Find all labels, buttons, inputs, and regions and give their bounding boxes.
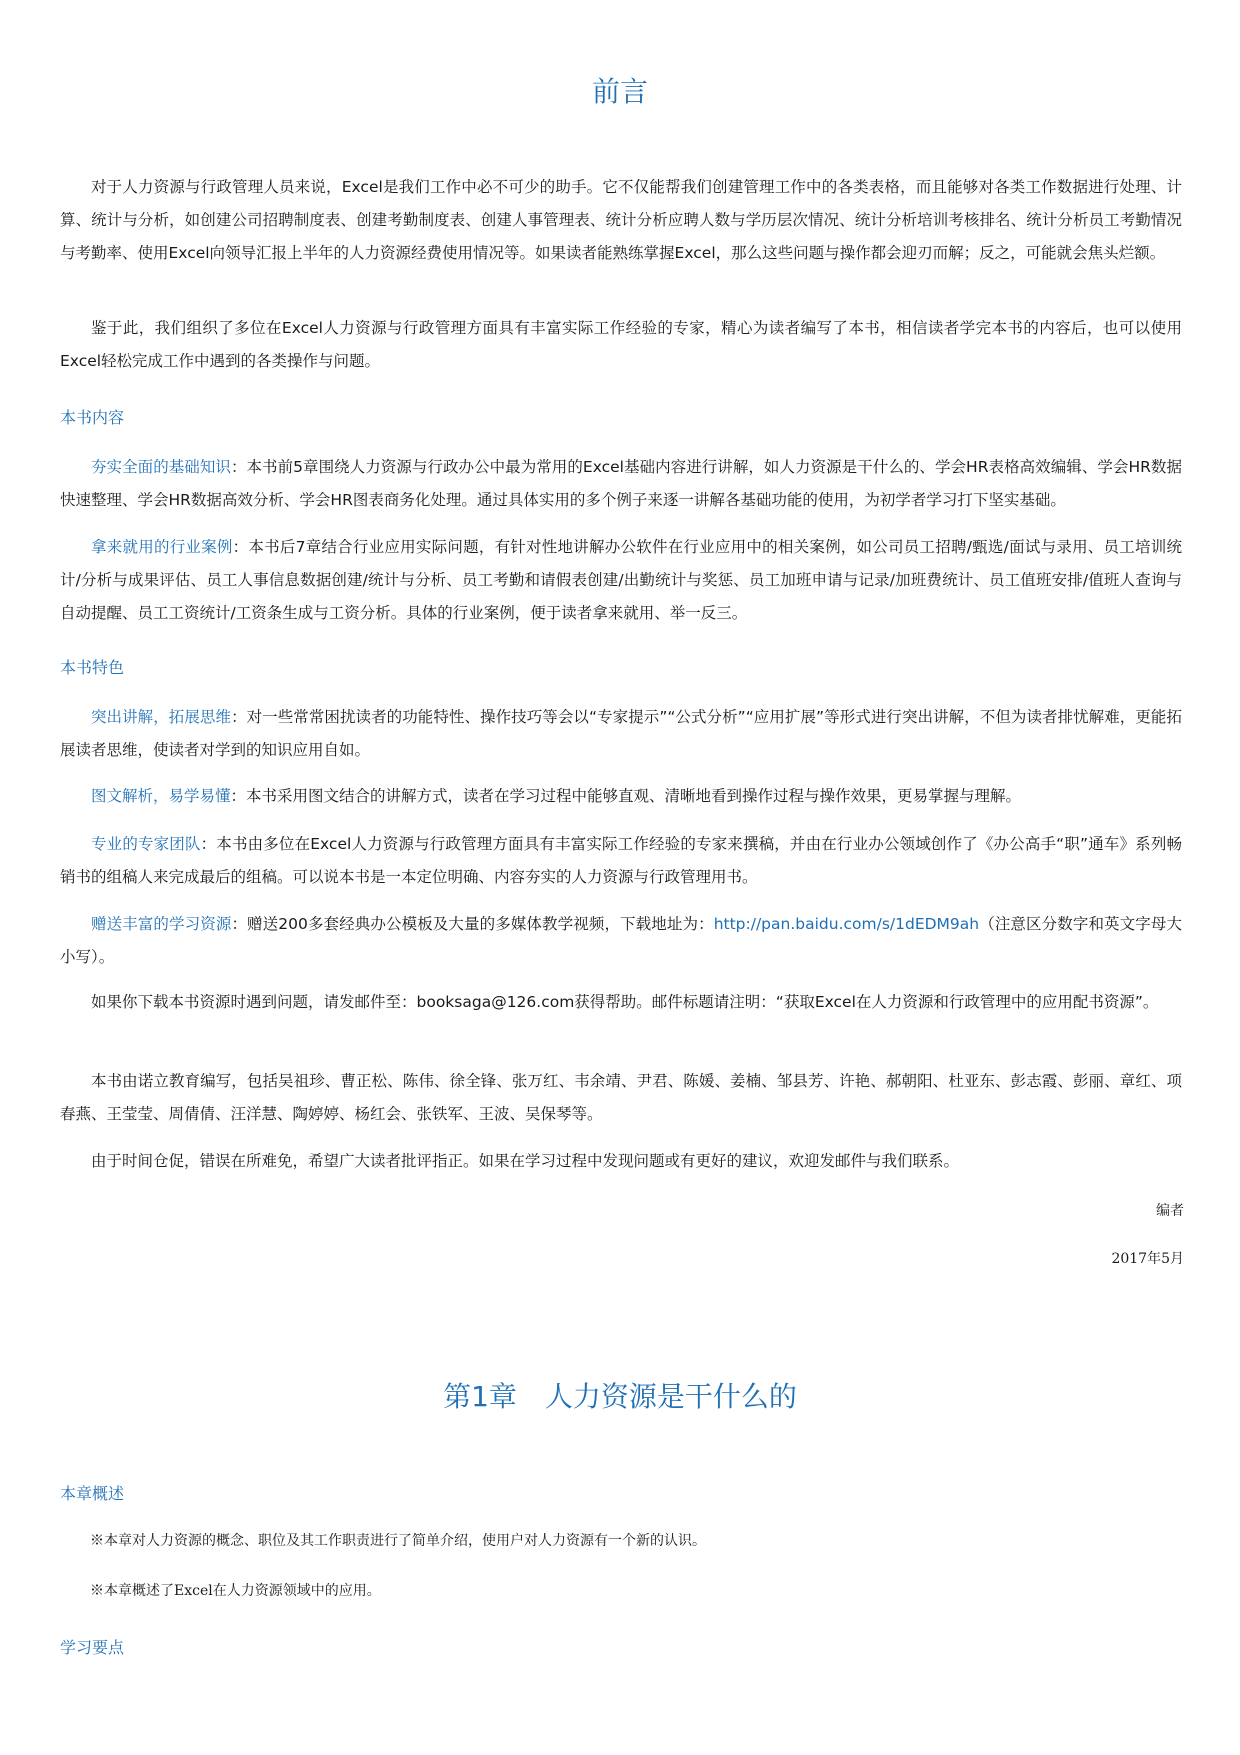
feature-item-resources xyxy=(60,908,1182,974)
signature: 编者 xyxy=(1156,1203,1184,1219)
feature-item-label: 赠送丰富的学习资源 xyxy=(91,915,232,933)
section-heading-content: 本书内容 xyxy=(60,408,125,427)
feature-item-label: 突出讲解，拓展思维 xyxy=(91,708,232,726)
feature-item-highlight xyxy=(60,701,1182,767)
feature-item-text: ：赠送200多套经典办公模板及大量的多媒体教学视频，下载地址为： xyxy=(231,915,714,933)
preface-title: 前言 xyxy=(591,75,648,108)
feature-item-text: ：本书采用图文结合的讲解方式，读者在学习过程中能够直观、清晰地看到操作过程与操作效果，更易掌握与理解。 xyxy=(230,787,1022,805)
authors-paragraph: 本书由诺立教育编写，包括吴祖珍、曹正松、陈伟、徐全锋、张万红、韦余靖、尹君、陈媛、姜楠、邹县芳、许艳、郝朝阳、杜亚东、彭志霞、彭丽、章红、项春燕、王莹莹、周倩倩、汪洋慧、陶婷婷、杨红会、张铁军、王波、吴保琴等。 xyxy=(60,1072,1182,1123)
content-item-basics xyxy=(60,451,1182,517)
feature-item-label: 专业的专家团队 xyxy=(91,835,201,853)
content-item-label: 夯实全面的基础知识 xyxy=(91,458,231,476)
feature-item-illustrated xyxy=(60,780,1182,813)
overview-item: ※本章对人力资源的概念、职位及其工作职责进行了简单介绍，使用户对人力资源有一个新的认识。 xyxy=(90,1533,706,1549)
section-heading-overview: 本章概述 xyxy=(60,1484,125,1503)
content-item-label: 拿来就用的行业案例 xyxy=(91,538,233,556)
chapter-title: 第1章 人力资源是干什么的 xyxy=(443,1380,797,1413)
download-link[interactable]: http://pan.baidu.com/s/1dEDM9ah xyxy=(713,915,980,933)
content-item-text: ：本书前5章围绕人力资源与行政办公中最为常用的Excel基础内容进行讲解，如人力资源是干什么的、学会HR表格高效编辑、学会HR数据快速整理、学会HR数据高效分析、学会HR图表商务化处理。通过具体实用的多个例子来逐一讲解各基础功能的使用，为初学者学习打下坚实基础。 xyxy=(60,458,1182,509)
section-heading-key-points: 学习要点 xyxy=(60,1638,125,1657)
date: 2017年5月 xyxy=(1111,1251,1184,1267)
feature-item-experts xyxy=(60,828,1182,894)
feature-item-text: （注意区分数字和英文字母大小写）。 xyxy=(60,915,1182,966)
preface-paragraph-2: 鉴于此，我们组织了多位在Excel人力资源与行政管理方面具有丰富实际工作经验的专家，精心为读者编写了本书，相信读者学完本书的内容后，也可以使用Excel轻松完成工作中遇到的各类操作与问题。 xyxy=(60,319,1182,370)
closing-paragraph: 由于时间仓促，错误在所难免，希望广大读者批评指正。如果在学习过程中发现问题或有更好的建议，欢迎发邮件与我们联系。 xyxy=(91,1152,960,1170)
preface-paragraph-1: 对于人力资源与行政管理人员来说，Excel是我们工作中必不可少的助手。它不仅能帮我们创建管理工作中的各类表格，而且能够对各类工作数据进行处理、计算、统计与分析，如创建公司招聘制度表、创建考勤制度表、创建人事管理表、统计分析应聘人数与学历层次情况、统计分析培训考核排名、统计分析员工考勤情况与考勤率、使用Excel向领导汇报上半年的人力资源经费使用情况等。如果读者能熟练掌握Excel，那么这些问题与操作都会迎刃而解；反之，可能就会焦头烂额。 xyxy=(60,178,1182,262)
overview-item: ※本章概述了Excel在人力资源领域中的应用。 xyxy=(90,1583,381,1599)
feature-item-label: 图文解析，易学易懂 xyxy=(91,787,231,805)
feature-item-text: ：本书由多位在Excel人力资源与行政管理方面具有丰富实际工作经验的专家来撰稿，并由在行业办公领域创作了《办公高手“职”通车》系列畅销书的组稿人来完成最后的组稿。可以说本书是一本定位明确、内容夯实的人力资源与行政管理用书。 xyxy=(60,835,1182,886)
section-heading-features: 本书特色 xyxy=(60,658,125,677)
content-item-cases xyxy=(60,531,1182,630)
feature-item-text: ：对一些常常困扰读者的功能特性、操作技巧等会以“专家提示”“公式分析”“应用扩展”等形式进行突出讲解，不但为读者排忧解难，更能拓展读者思维，使读者对学到的知识应用自如。 xyxy=(60,708,1182,759)
contact-paragraph: 如果你下载本书资源时遇到问题，请发邮件至：booksaga@126.com获得帮助。邮件标题请注明：“获取Excel在人力资源和行政管理中的应用配书资源”。 xyxy=(91,993,1159,1011)
content-item-text: ：本书后7章结合行业应用实际问题，有针对性地讲解办公软件在行业应用中的相关案例，如公司员工招聘/甄选/面试与录用、员工培训统计/分析与成果评估、员工人事信息数据创建/统计与分析、员工考勤和请假表创建/出勤统计与奖惩、员工加班申请与记录/加班费统计、员工值班安排/值班人查询与自动提醒、员工工资统计/工资条生成与工资分析。具体的行业案例，便于读者拿来就用、举一反三。 xyxy=(60,538,1182,622)
